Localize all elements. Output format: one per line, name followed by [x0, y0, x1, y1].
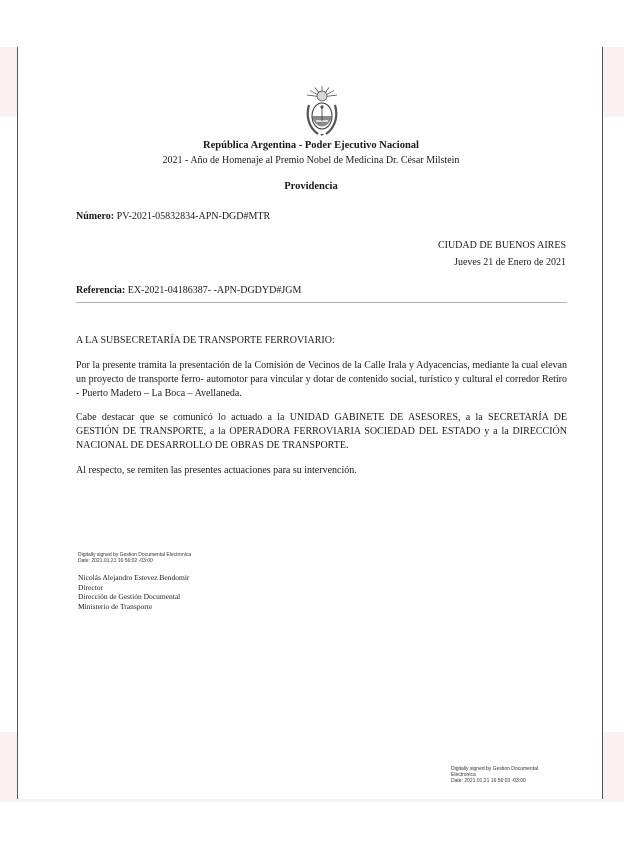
- body-paragraph-3: Al respecto, se remiten las presentes actuaciones para su intervención.: [76, 465, 357, 476]
- header-divider: [76, 302, 567, 303]
- signer-office: Dirección de Gestión Documental: [78, 592, 181, 601]
- digital-signature-2-line-3: Date: 2021.01.21 16:56:03 -03:00: [451, 778, 526, 784]
- document-date: Jueves 21 de Enero de 2021: [454, 257, 566, 268]
- digital-signature-stamp-2: [451, 766, 561, 784]
- addressee-line: A LA SUBSECRETARÍA DE TRANSPORTE FERROVIARIO:: [76, 335, 335, 346]
- document-number-value: PV-2021-05832834-APN-DGD#MTR: [116, 211, 271, 222]
- document-number: [76, 211, 270, 222]
- digital-signature-1-line-1: Digitally signed by Gestion Documental Electronica: [78, 552, 192, 558]
- document-type-title: Providencia: [284, 181, 338, 192]
- header-subtitle: 2021 - Año de Homenaje al Premio Nobel de Medicina Dr. César Milstein: [162, 155, 460, 166]
- signer-ministry: Ministerio de Transporte: [78, 601, 153, 611]
- document-reference: [76, 285, 301, 296]
- document-page: [17, 47, 603, 799]
- signer-name: Nicolás Alejandro Estevez Bendomir: [78, 573, 190, 582]
- digital-signature-1-line-2: Date: 2021.01.21 16:56:02 -03:00: [78, 558, 153, 564]
- digital-signature-2-line-1: Digitally signed by Gestion Documental: [451, 766, 538, 772]
- coat-of-arms-icon: [302, 85, 342, 137]
- body-paragraph-1: Por la presente tramita la presentación de la Comisión de Vecinos de la Calle Irala y Adyacencias, mediante la cual elevan un proyecto de transporte ferro- automotor para vincular y dotar de contenido social, turístico y cultural el corredor Retiro - Puerto Madero – La Boca – Avellaneda.: [76, 360, 567, 399]
- digital-signature-stamp-1: [78, 552, 191, 564]
- header-title: República Argentina - Poder Ejecutivo Nacional: [203, 140, 419, 151]
- document-place: CIUDAD DE BUENOS AIRES: [437, 240, 566, 251]
- signer-block: [78, 573, 189, 611]
- body-paragraph-2: Cabe destacar que se comunicó lo actuado a la UNIDAD GABINETE DE ASESORES, a la SECRETARÍA DE GESTIÓN DE TRANSPORTE, a la OPERADORA FERROVIARIA SOCIEDAD DEL ESTADO y a la DIRECCIÓN NACIONAL DE DESARROLLO DE OBRAS DE TRANSPORTE.: [76, 412, 567, 451]
- reference-value: EX-2021-04186387- -APN-DGDYD#JGM: [127, 285, 302, 296]
- signer-role: Director: [78, 582, 103, 592]
- reference-label: Referencia:: [76, 285, 126, 296]
- document-number-label: Número:: [76, 211, 115, 222]
- digital-signature-2-line-2: Electronica: [451, 772, 476, 778]
